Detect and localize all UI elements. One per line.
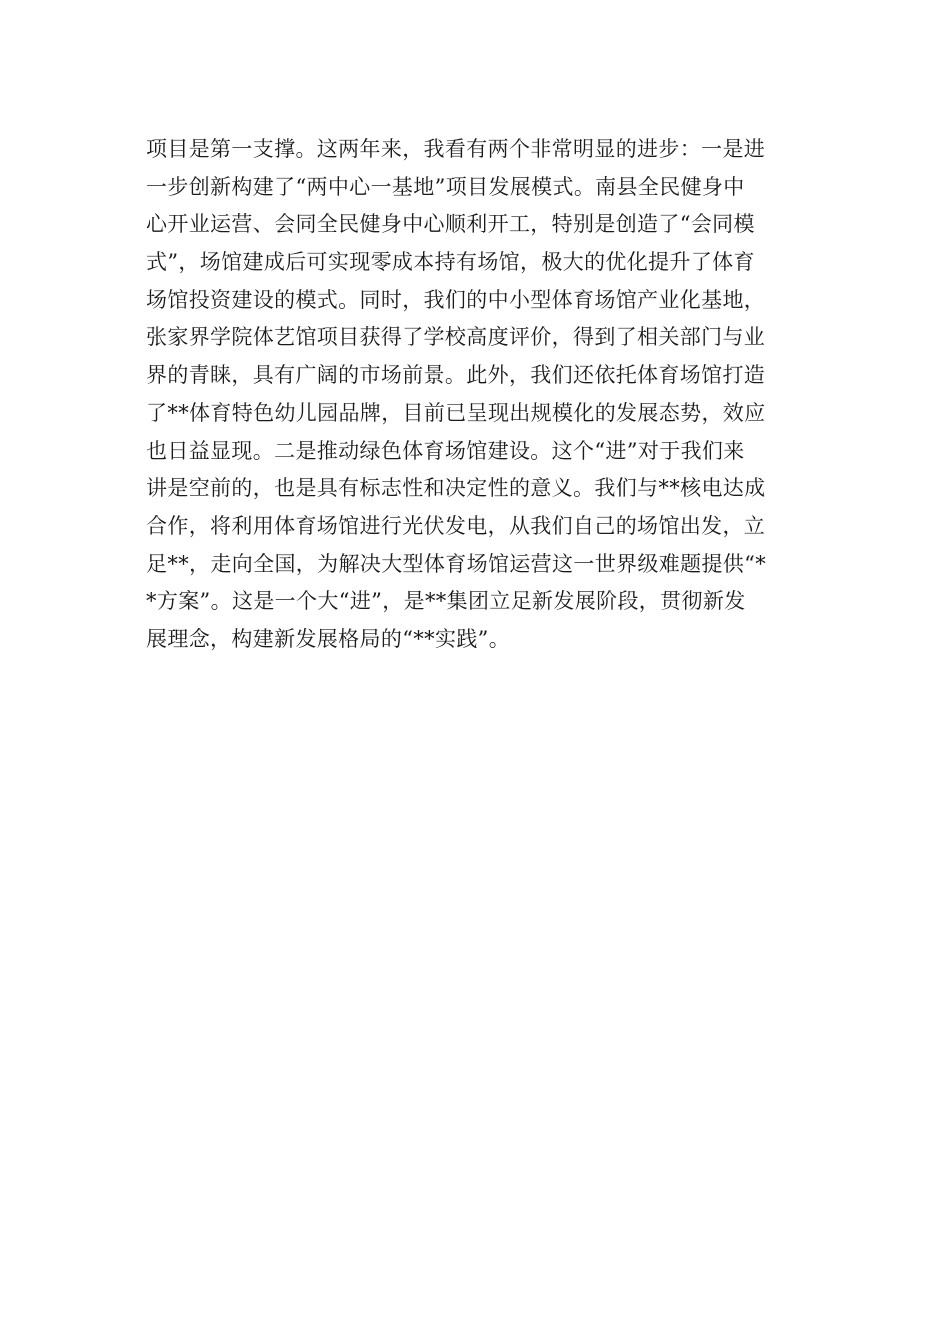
paragraph-line: 张家界学院体艺馆项目获得了学校高度评价，得到了相关部门与业 (146, 325, 766, 350)
paragraph-line: 项目是第一支撑。这两年来，我看有两个非常明显的进步：一是进 (146, 137, 766, 161)
paragraph-line: 一步创新构建了“两中心一基地”项目发展模式。南县全民健身中 (146, 174, 745, 199)
paragraph-line: 合作，将利用体育场馆进行光伏发电，从我们自己的场馆出发，立 (146, 513, 766, 538)
body-paragraph (146, 131, 816, 659)
paragraph-line: 也日益显现。二是推动绿色体育场馆建设。这个“进”对于我们来 (146, 438, 745, 463)
paragraph-line: 足**，走向全国，为解决大型体育场馆运营这一世界级难题提供“* (146, 551, 767, 576)
paragraph-line: 讲是空前的，也是具有标志性和决定性的意义。我们与**核电达成 (146, 476, 766, 501)
paragraph-line: 场馆投资建设的模式。同时，我们的中小型体育场馆产业化基地， (146, 287, 766, 312)
paragraph-line: *方案”。这是一个大“进”，是**集团立足新发展阶段，贯彻新发 (146, 589, 746, 614)
paragraph-line: 式”，场馆建成后可实现零成本持有场馆，极大的优化提升了体育 (146, 250, 755, 275)
paragraph-line: 展理念，构建新发展格局的“**实践”。 (146, 626, 511, 651)
paragraph-line: 界的青睐，具有广阔的市场前景。此外，我们还依托体育场馆打造 (146, 363, 766, 388)
paragraph-line: 心开业运营、会同全民健身中心顺利开工，特别是创造了“会同模 (146, 212, 755, 237)
paragraph-line: 了**体育特色幼儿园品牌，目前已呈现出规模化的发展态势，效应 (146, 400, 766, 425)
